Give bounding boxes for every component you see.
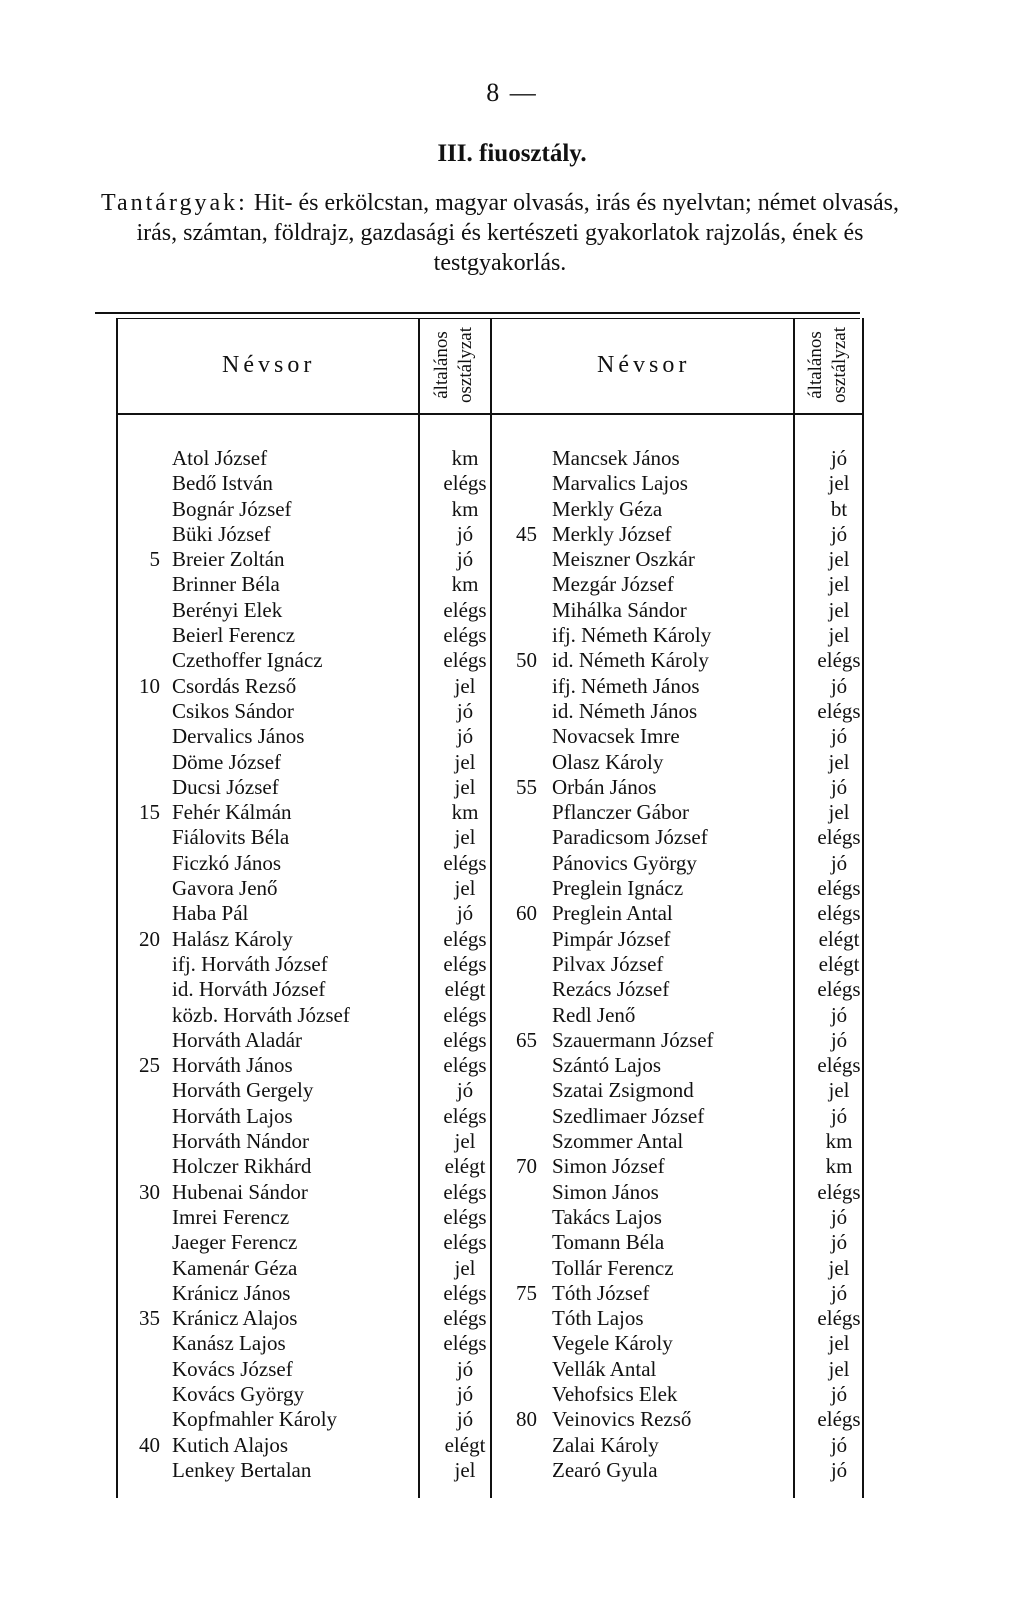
table-row: [0, 572, 1024, 597]
right-student-grade: jó: [830, 850, 848, 875]
right-student-name: Paradicsom József: [552, 825, 708, 850]
right-student-grade: elégs: [817, 1053, 861, 1078]
left-student-name: ifj. Horváth József: [172, 951, 328, 976]
left-student-name: Atol József: [172, 446, 268, 470]
right-student-grade: jel: [828, 800, 850, 825]
table-row: [0, 648, 1024, 673]
left-student-name: Horváth Aladár: [172, 1027, 303, 1052]
right-student-name: Vegele Károly: [552, 1331, 673, 1356]
right-student-grade: jó: [830, 673, 848, 698]
right-student-grade: elégt: [818, 926, 860, 951]
left-student-grade: elégt: [444, 1154, 486, 1179]
right-student-name: Takács Lajos: [552, 1204, 662, 1229]
left-student-grade: jel: [454, 876, 476, 901]
right-student-grade: jel: [828, 597, 850, 622]
table-row: [0, 1003, 1024, 1028]
left-student-grade: km: [451, 572, 479, 597]
left-student-name: Breier Zoltán: [172, 547, 285, 572]
subjects-text: Hit- és erkölcstan, magyar olvasás, irás és nyelvtan; német olvasás, irás, számtan, földrajz, gazdasági és kertészeti gyakorlatok rajzolás, ének és testgyakorlás.: [136, 190, 899, 276]
right-student-grade: jel: [828, 1331, 850, 1356]
left-student-grade: jó: [456, 724, 474, 749]
right-student-name: Szedlimaer József: [552, 1103, 705, 1128]
left-student-grade: elégs: [443, 1027, 487, 1052]
header-grade-right-line2: osztályzat: [829, 327, 850, 403]
left-student-grade: jó: [456, 698, 474, 723]
left-student-grade: jel: [454, 673, 476, 698]
left-student-name: Kránicz Alajos: [172, 1306, 298, 1331]
left-student-name: Horváth Nándor: [172, 1129, 310, 1154]
table-row: [0, 1205, 1024, 1230]
table-row: [0, 800, 1024, 825]
right-student-grade: km: [825, 1154, 853, 1179]
right-student-name: Simon József: [552, 1154, 665, 1179]
left-student-name: Beierl Ferencz: [172, 623, 296, 648]
table-row: [0, 1154, 1024, 1179]
left-student-grade: elégs: [443, 648, 487, 673]
right-row-number: 65: [516, 1027, 537, 1052]
page-number: 8 —: [486, 78, 538, 107]
left-student-name: Csikos Sándor: [172, 698, 294, 723]
right-student-grade: elégs: [817, 698, 861, 723]
table-row: [0, 446, 1024, 471]
right-student-grade: jel: [828, 623, 850, 648]
table-row: [0, 901, 1024, 926]
left-student-grade: elégs: [443, 623, 487, 648]
right-student-name: Meiszner Oszkár: [552, 547, 695, 572]
right-student-grade: jó: [830, 1204, 848, 1229]
left-student-name: Imrei Ferencz: [172, 1204, 290, 1229]
right-student-name: Merkly Géza: [552, 496, 663, 521]
right-student-grade: jó: [830, 1103, 848, 1128]
right-student-name: Pánovics György: [552, 850, 697, 875]
right-student-name: Preglein Antal: [552, 901, 673, 926]
table-row: [0, 1357, 1024, 1382]
left-student-grade: jel: [454, 1129, 476, 1154]
table-row: [0, 825, 1024, 850]
right-student-name: Tomann Béla: [552, 1230, 665, 1255]
left-row-number: 20: [139, 926, 160, 951]
left-student-grade: km: [451, 496, 479, 521]
header-grade-right-text: [804, 327, 852, 403]
subjects-paragraph: [90, 188, 910, 278]
left-student-name: id. Horváth József: [172, 977, 326, 1002]
right-student-grade: jel: [828, 471, 850, 496]
right-student-name: Pilvax József: [552, 951, 664, 976]
right-student-name: Olasz Károly: [552, 749, 664, 774]
right-student-grade: jel: [828, 1078, 850, 1103]
roster-table-body: [0, 446, 1024, 1483]
left-student-name: Fiálovits Béla: [172, 825, 290, 850]
right-student-grade: elégs: [817, 901, 861, 926]
right-student-name: Rezács József: [552, 977, 670, 1002]
right-student-grade: jel: [828, 547, 850, 572]
right-row-number: 80: [516, 1407, 537, 1432]
table-row: [0, 1256, 1024, 1281]
left-student-grade: jó: [456, 1356, 474, 1381]
left-student-name: Dervalics János: [172, 724, 305, 749]
right-student-name: Pimpár József: [552, 926, 671, 951]
right-student-name: Redl Jenő: [552, 1002, 636, 1027]
table-row: [0, 876, 1024, 901]
right-student-grade: jó: [830, 1002, 848, 1027]
table-row: [0, 1053, 1024, 1078]
right-student-name: Pflanczer Gábor: [552, 800, 690, 825]
left-student-name: Czethoffer Ignácz: [172, 648, 323, 673]
left-student-name: Berényi Elek: [172, 597, 283, 622]
left-row-number: 30: [139, 1179, 160, 1204]
right-student-grade: jó: [830, 1381, 848, 1406]
left-student-grade: elégs: [443, 1179, 487, 1204]
right-student-grade: jó: [830, 774, 848, 799]
right-student-name: ifj. Németh János: [552, 673, 700, 698]
right-row-number: 75: [516, 1280, 537, 1305]
table-row: [0, 1104, 1024, 1129]
table-row: [0, 1230, 1024, 1255]
table-row: [0, 927, 1024, 952]
right-student-grade: jel: [828, 572, 850, 597]
table-row: [0, 1382, 1024, 1407]
table-row: [0, 977, 1024, 1002]
left-student-grade: jó: [456, 1407, 474, 1432]
table-row: [0, 750, 1024, 775]
right-student-name: Mihálka Sándor: [552, 597, 687, 622]
table-top-rule-inner: [118, 318, 860, 319]
left-student-grade: elégs: [443, 1002, 487, 1027]
right-student-grade: elégs: [817, 1407, 861, 1432]
right-student-name: Mezgár József: [552, 572, 674, 597]
left-student-grade: jó: [456, 547, 474, 572]
left-student-name: Ducsi József: [172, 774, 279, 799]
left-student-grade: km: [451, 800, 479, 825]
header-grade-left-text: [430, 327, 478, 403]
left-student-name: közb. Horváth József: [172, 1002, 350, 1027]
left-row-number: 15: [139, 800, 160, 825]
left-student-name: Kanász Lajos: [172, 1331, 286, 1356]
left-student-grade: elégs: [443, 1331, 487, 1356]
left-student-name: Ficzkó János: [172, 850, 282, 875]
table-row: [0, 522, 1024, 547]
right-student-grade: jó: [830, 1432, 848, 1457]
table-row: [0, 623, 1024, 648]
left-student-grade: elégs: [443, 1230, 487, 1255]
left-student-name: Kovács György: [172, 1381, 305, 1406]
left-student-grade: jel: [454, 1457, 476, 1482]
left-student-grade: elégs: [443, 1053, 487, 1078]
table-row: [0, 1433, 1024, 1458]
right-student-name: Simon János: [552, 1179, 659, 1204]
left-student-name: Kovács József: [172, 1356, 293, 1381]
left-student-grade: jel: [454, 774, 476, 799]
left-student-grade: elégt: [444, 977, 486, 1002]
right-student-grade: jó: [830, 521, 848, 546]
right-student-name: Merkly József: [552, 521, 672, 546]
right-row-number: 55: [516, 774, 537, 799]
table-row: [0, 699, 1024, 724]
right-student-grade: elégs: [817, 977, 861, 1002]
right-student-name: Mancsek János: [552, 446, 680, 470]
left-student-name: Bognár József: [172, 496, 292, 521]
table-top-rule: [95, 312, 860, 314]
left-row-number: 40: [139, 1432, 160, 1457]
left-student-grade: jó: [456, 901, 474, 926]
right-student-name: Tollár Ferencz: [552, 1255, 674, 1280]
header-grade-left: [426, 320, 482, 410]
left-student-name: Holczer Rikhárd: [172, 1154, 312, 1179]
table-row: [0, 1078, 1024, 1103]
right-student-grade: elégs: [817, 825, 861, 850]
left-student-name: Horváth Lajos: [172, 1103, 293, 1128]
right-student-name: id. Németh János: [552, 698, 698, 723]
right-student-name: Szommer Antal: [552, 1129, 684, 1154]
header-grade-right: [800, 320, 856, 410]
left-student-grade: elégt: [444, 1432, 486, 1457]
left-student-name: Haba Pál: [172, 901, 249, 926]
table-row: [0, 1331, 1024, 1356]
left-student-name: Jaeger Ferencz: [172, 1230, 298, 1255]
right-student-name: Szatai Zsigmond: [552, 1078, 694, 1103]
left-student-grade: elégs: [443, 1306, 487, 1331]
table-row: [0, 547, 1024, 572]
left-student-grade: elégs: [443, 471, 487, 496]
left-student-grade: elégs: [443, 850, 487, 875]
table-row: [0, 851, 1024, 876]
left-student-name: Halász Károly: [172, 926, 293, 951]
right-row-number: 50: [516, 648, 537, 673]
right-student-name: Marvalics Lajos: [552, 471, 688, 496]
left-student-grade: jel: [454, 1255, 476, 1280]
left-row-number: 25: [139, 1053, 160, 1078]
table-row: [0, 674, 1024, 699]
right-student-grade: jó: [830, 724, 848, 749]
right-student-name: Szauermann József: [552, 1027, 714, 1052]
left-student-name: Kopfmahler Károly: [172, 1407, 338, 1432]
right-student-name: Veinovics Rezső: [552, 1407, 692, 1432]
right-student-grade: jó: [830, 1280, 848, 1305]
left-student-name: Horváth Gergely: [172, 1078, 314, 1103]
left-student-grade: jel: [454, 749, 476, 774]
left-student-name: Horváth János: [172, 1053, 293, 1078]
right-student-grade: jó: [830, 1230, 848, 1255]
right-student-name: Vehofsics Elek: [552, 1381, 678, 1406]
right-student-name: Vellák Antal: [552, 1356, 657, 1381]
header-grade-left-line2: osztályzat: [455, 327, 476, 403]
subjects-label: Tantárgyak:: [101, 190, 248, 216]
right-student-grade: jel: [828, 749, 850, 774]
right-student-name: Zalai Károly: [552, 1432, 659, 1457]
table-row: [0, 598, 1024, 623]
left-student-name: Büki József: [172, 521, 271, 546]
right-student-grade: elégs: [817, 1306, 861, 1331]
left-student-name: Csordás Rezső: [172, 673, 297, 698]
left-student-grade: elégs: [443, 1103, 487, 1128]
right-student-grade: elégs: [817, 648, 861, 673]
left-row-number: 5: [149, 547, 160, 572]
table-row: [0, 724, 1024, 749]
left-student-name: Hubenai Sándor: [172, 1179, 308, 1204]
table-row: [0, 1281, 1024, 1306]
header-name-right: Névsor: [597, 352, 691, 378]
section-title: III. fiuosztály.: [437, 140, 587, 167]
right-student-name: id. Németh Károly: [552, 648, 709, 673]
right-student-grade: jó: [830, 446, 848, 470]
left-student-grade: jó: [456, 521, 474, 546]
table-row: [0, 775, 1024, 800]
table-row: [0, 1306, 1024, 1331]
header-grade-left-line1: általános: [431, 331, 452, 399]
left-student-grade: elégs: [443, 951, 487, 976]
table-row: [0, 1028, 1024, 1053]
table-row: [0, 471, 1024, 496]
right-student-name: Zearó Gyula: [552, 1457, 658, 1482]
left-student-grade: jel: [454, 825, 476, 850]
right-student-grade: elégt: [818, 951, 860, 976]
left-student-name: Bedő István: [172, 471, 273, 496]
right-row-number: 45: [516, 521, 537, 546]
left-student-grade: elégs: [443, 1280, 487, 1305]
right-student-name: Szántó Lajos: [552, 1053, 662, 1078]
right-student-grade: jel: [828, 1356, 850, 1381]
right-student-grade: bt: [830, 496, 848, 521]
left-student-name: Fehér Kálmán: [172, 800, 292, 825]
right-student-name: Novacsek Imre: [552, 724, 680, 749]
right-student-grade: jó: [830, 1027, 848, 1052]
table-row: [0, 1129, 1024, 1154]
right-student-grade: elégs: [817, 1179, 861, 1204]
left-student-name: Gavora Jenő: [172, 876, 278, 901]
right-student-name: ifj. Németh Károly: [552, 623, 712, 648]
left-student-name: Brinner Béla: [172, 572, 280, 597]
left-student-name: Kránicz János: [172, 1280, 291, 1305]
right-student-name: Tóth Lajos: [552, 1306, 644, 1331]
left-row-number: 35: [139, 1306, 160, 1331]
right-student-grade: jó: [830, 1457, 848, 1482]
right-student-name: Orbán János: [552, 774, 657, 799]
left-student-grade: elégs: [443, 926, 487, 951]
right-student-grade: jel: [828, 1255, 850, 1280]
left-student-grade: jó: [456, 1078, 474, 1103]
table-row: [0, 497, 1024, 522]
right-student-name: Preglein Ignácz: [552, 876, 684, 901]
left-student-name: Lenkey Bertalan: [172, 1457, 312, 1482]
left-student-grade: km: [451, 446, 479, 470]
right-student-grade: km: [825, 1129, 853, 1154]
right-student-grade: elégs: [817, 876, 861, 901]
right-row-number: 60: [516, 901, 537, 926]
table-row: [0, 1180, 1024, 1205]
header-name-left: Névsor: [222, 352, 316, 378]
table-row: [0, 1407, 1024, 1432]
table-row: [0, 1458, 1024, 1483]
left-student-grade: elégs: [443, 1204, 487, 1229]
right-student-name: Tóth József: [552, 1280, 650, 1305]
right-row-number: 70: [516, 1154, 537, 1179]
left-student-name: Kutich Alajos: [172, 1432, 289, 1457]
table-row: [0, 952, 1024, 977]
left-student-name: Döme József: [172, 749, 282, 774]
left-student-grade: elégs: [443, 597, 487, 622]
left-row-number: 10: [139, 673, 160, 698]
header-grade-right-line1: általános: [805, 331, 826, 399]
left-student-name: Kamenár Géza: [172, 1255, 298, 1280]
left-student-grade: jó: [456, 1381, 474, 1406]
